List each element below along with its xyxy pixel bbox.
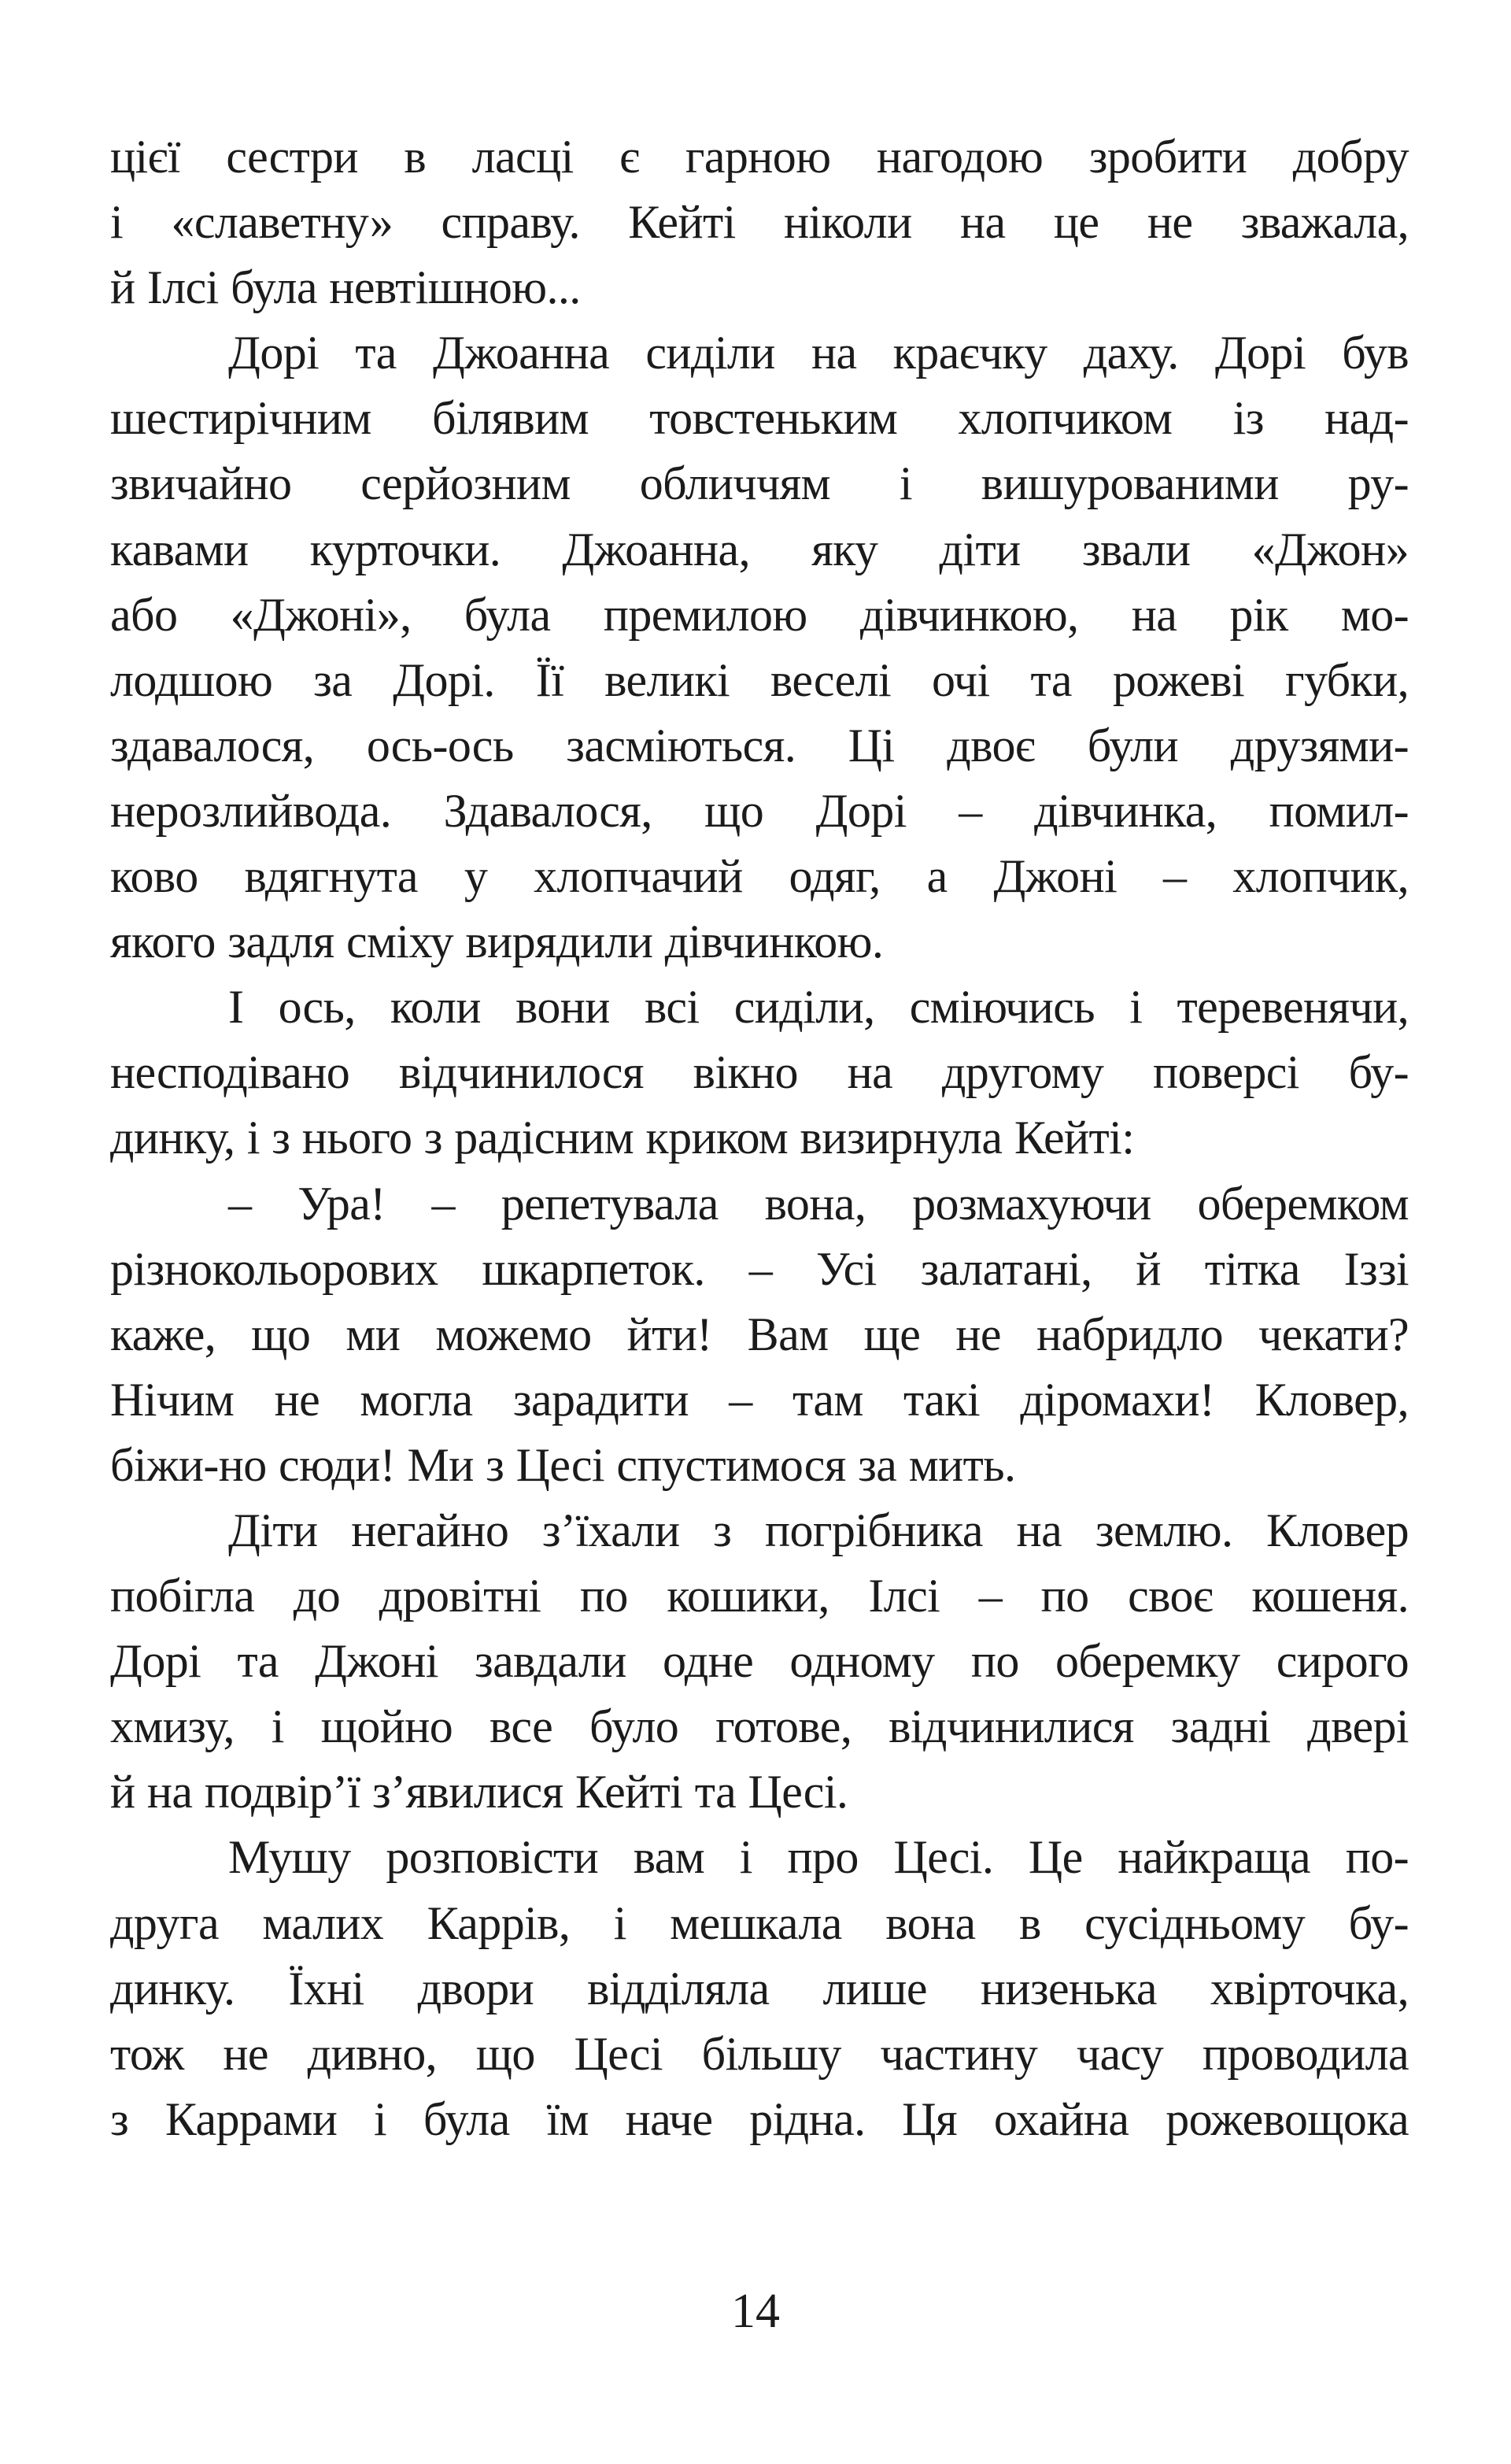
text-line: Нічим не могла зарадити – там такі діромахи! Кловер, (110, 1373, 1409, 1426)
text-line: Діти негайно з’їхали з погрібника на землю. Кловер (228, 1504, 1409, 1556)
text-line: звичайно серйозним обличчям і вишурованими ру- (110, 457, 1409, 510)
text-line: Дорі та Джоні завдали одне одному по оберемку сирого (110, 1635, 1409, 1688)
text-line: здавалося, ось-ось засміються. Ці двоє були друзями- (110, 719, 1409, 771)
text-line: динку. Їхні двори відділяла лише низенька хвірточка, (110, 1962, 1409, 2014)
text-line: різнокольорових шкарпеток. – Усі залатані, й тітка Іззі (110, 1242, 1409, 1295)
text-line: побігла до дровітні по кошики, Ілсі – по своє кошеня. (110, 1570, 1409, 1622)
text-line: тож не дивно, що Цесі більшу частину часу проводила (110, 2027, 1409, 2080)
text-line: й Ілсі була невтішною... (110, 261, 581, 314)
text-line: – Ура! – репетувала вона, розмахуючи оберемком (228, 1177, 1409, 1230)
text-line: або «Джоні», була премилою дівчинкою, на рік мо- (110, 588, 1409, 641)
text-line: хмизу, і щойно все було готове, відчинилися задні двері (110, 1700, 1409, 1753)
text-line: якого задля сміху вирядили дівчинкою. (110, 916, 884, 968)
text-line: кавами курточки. Джоанна, яку діти звали «Джон» (110, 523, 1409, 575)
text-line: ково вдягнута у хлопчачий одяг, а Джоні – хлопчик, (110, 850, 1409, 903)
text-line: каже, що ми можемо йти! Вам ще не набридло чекати? (110, 1308, 1409, 1360)
page-number: 14 (731, 2285, 780, 2338)
text-line: шестирічним білявим товстеньким хлопчиком із над- (110, 392, 1409, 445)
body-text (110, 124, 1409, 2152)
text-line: І ось, коли вони всі сиділи, сміючись і теревенячи, (228, 981, 1409, 1034)
text-line: Дорі та Джоанна сиділи на краєчку даху. Дорі був (228, 327, 1409, 379)
text-line: нерозлийвода. Здавалося, що Дорі – дівчинка, помил- (110, 784, 1409, 837)
text-line: й на подвір’ї з’явилися Кейті та Цесі. (110, 1766, 848, 1818)
text-line: друга малих Каррів, і мешкала вона в сусідньому бу- (110, 1896, 1409, 1949)
text-line: динку, і з нього з радісним криком визирнула Кейті: (110, 1112, 1135, 1164)
text-line: Мушу розповісти вам і про Цесі. Це найкраща по- (228, 1831, 1409, 1884)
text-line: несподівано відчинилося вікно на другому поверсі бу- (110, 1046, 1409, 1099)
text-line: цієї сестри в ласці є гарною нагодою зробити добру (110, 131, 1409, 183)
text-line: біжи-но сюди! Ми з Цесі спустимося за мить. (110, 1438, 1016, 1491)
text-line: лодшою за Дорі. Її великі веселі очі та рожеві губки, (110, 653, 1409, 706)
text-line: і «славетну» справу. Кейті ніколи на це не зважала, (110, 196, 1409, 249)
text-line: з Каррами і була їм наче рідна. Ця охайна рожевощока (110, 2092, 1409, 2145)
